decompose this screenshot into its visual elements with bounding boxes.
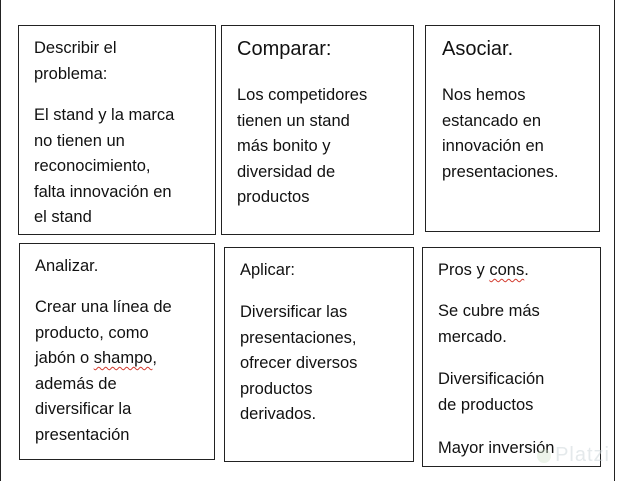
card-asociar-body: Nos hemos estancado en innovación en presentaciones. <box>442 86 559 181</box>
card-describir-title: Describir el problema: <box>34 39 117 83</box>
card-comparar-title: Comparar: <box>237 38 332 60</box>
card-analizar <box>19 243 215 460</box>
platzi-logo-icon <box>537 449 551 463</box>
pros-spellcheck-word: cons <box>489 261 525 279</box>
analizar-body-part1: Crear una línea de producto, como jabón o <box>35 298 172 367</box>
card-aplicar-title: Aplicar: <box>240 261 296 279</box>
right-page-edge <box>614 0 615 481</box>
card-pros <box>422 247 601 467</box>
card-comparar-body: Los competidores tienen un stand más bonito y diversidad de productos <box>237 86 368 206</box>
analizar-spellcheck-word: shampo <box>93 349 153 367</box>
card-asociar-title: Asociar. <box>442 38 514 60</box>
platzi-watermark <box>537 444 610 467</box>
pros-title-part2: . <box>524 261 529 279</box>
pros-item-2: Diversificación de productos <box>438 370 545 414</box>
card-describir-body: El stand y la marca no tienen un reconocimiento, falta innovación en el stand <box>34 106 175 226</box>
card-pros-title <box>438 258 529 284</box>
analizar-body-part2: , además de diversificar la presentación <box>35 349 158 444</box>
card-aplicar-body: Diversificar las presentaciones, ofrecer diversos productos derivados. <box>240 303 358 423</box>
card-comparar <box>221 25 414 235</box>
pros-item-3: Mayor inversión <box>438 439 555 457</box>
card-analizar-title: Analizar. <box>35 257 99 275</box>
watermark-text: Platzi <box>555 444 610 466</box>
card-asociar <box>425 25 600 232</box>
pros-title-part1: Pros y <box>438 261 490 279</box>
card-describir <box>18 25 216 235</box>
left-page-edge <box>0 0 1 481</box>
pros-item-1: Se cubre más mercado. <box>438 302 540 346</box>
card-analizar-body <box>35 295 172 448</box>
card-aplicar <box>224 247 414 462</box>
